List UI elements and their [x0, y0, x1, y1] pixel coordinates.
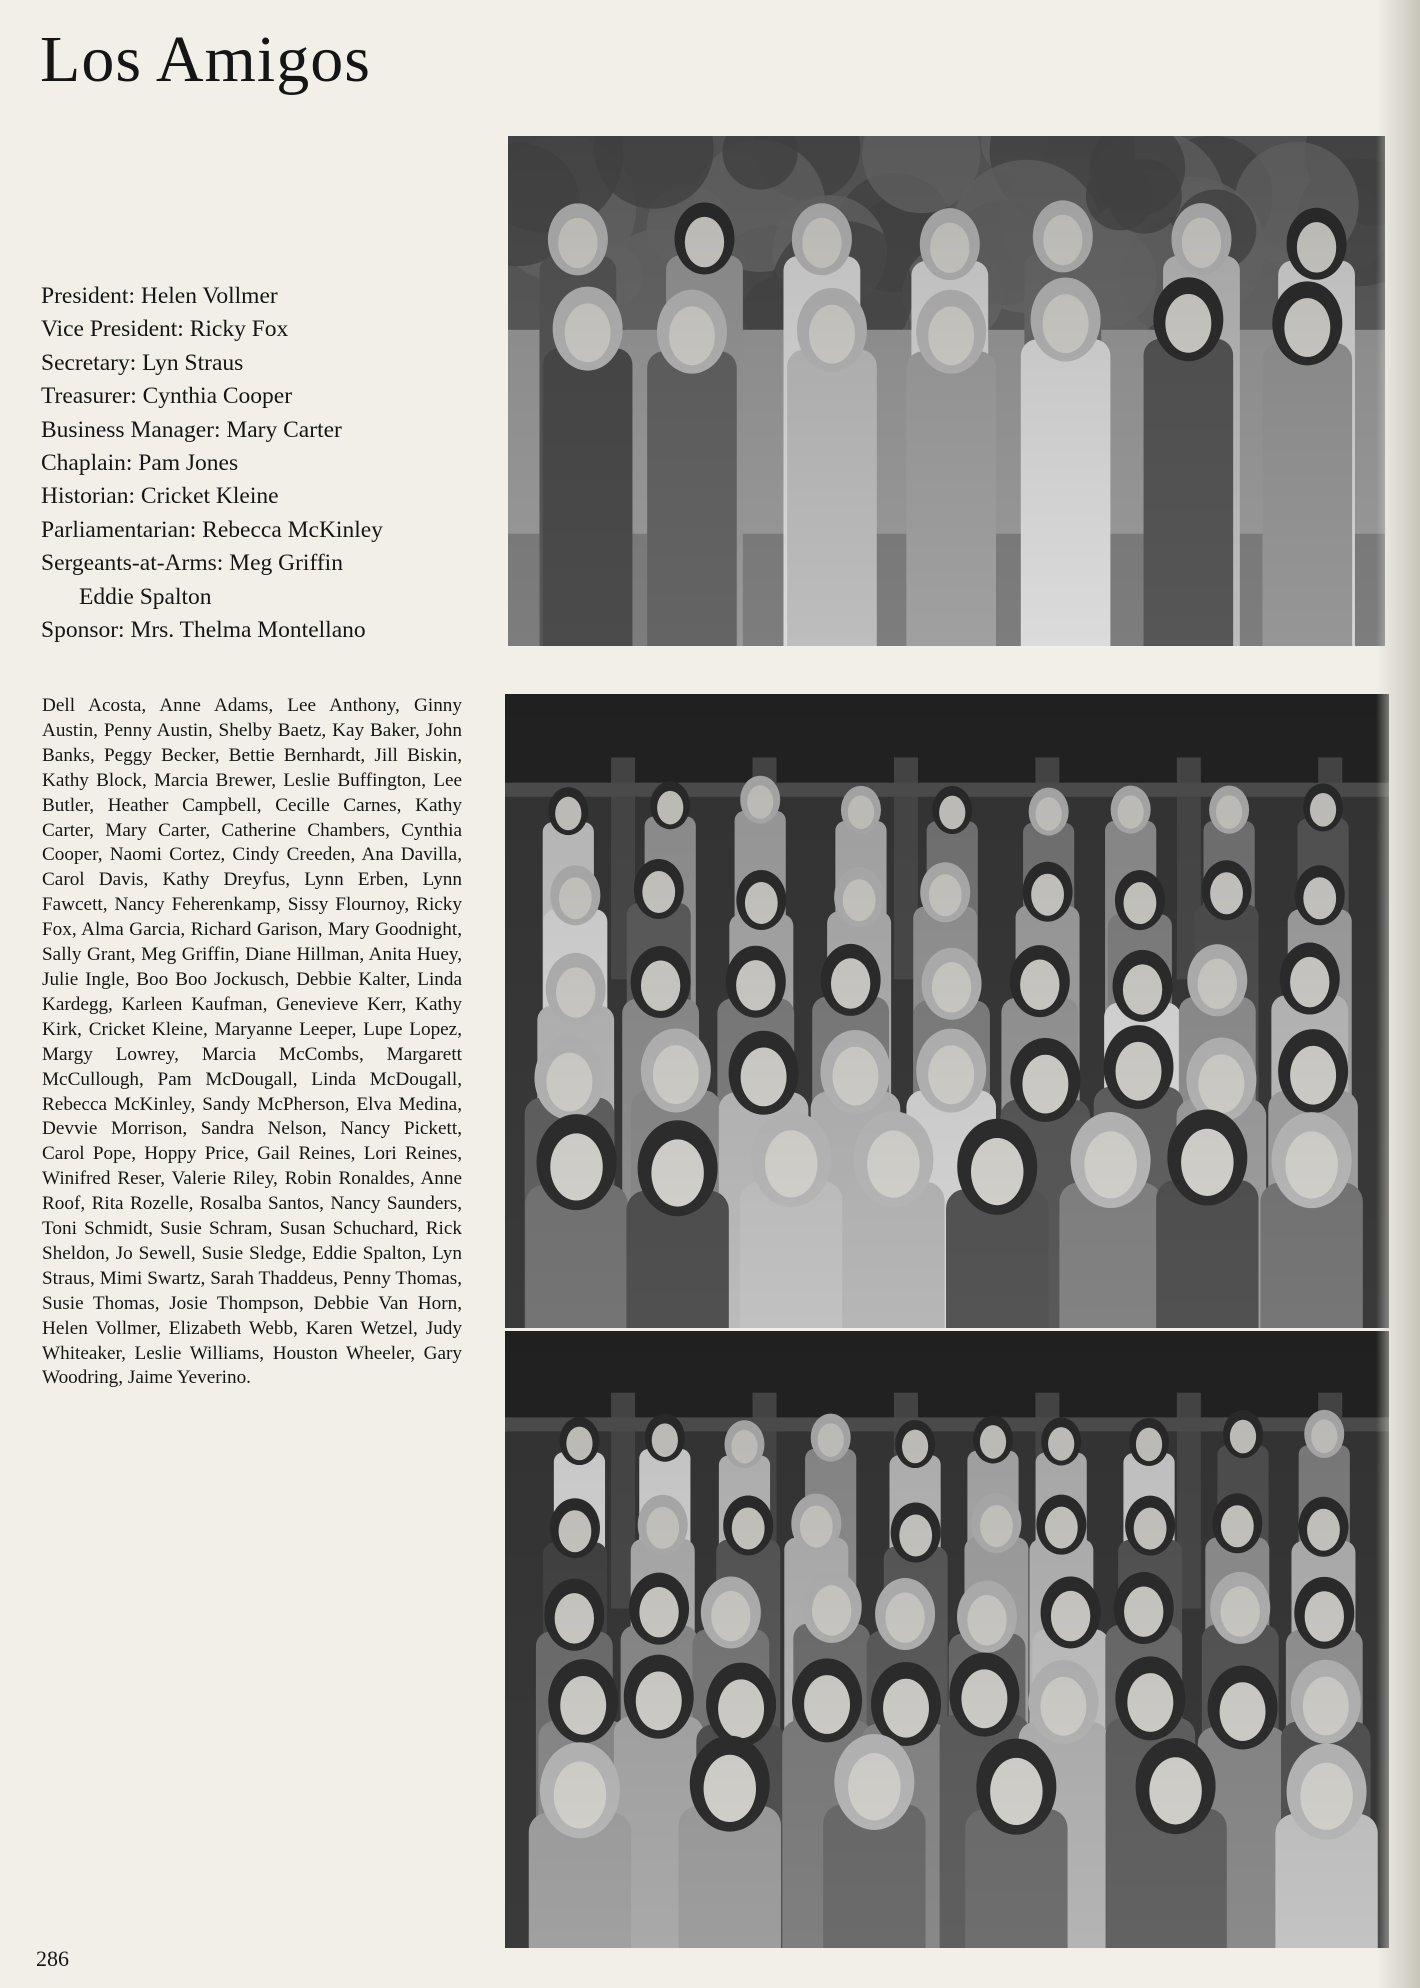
- photo-3-image: [505, 1331, 1389, 1948]
- officer-line: Business Manager: Mary Carter: [41, 416, 342, 443]
- page-number: 286: [36, 1946, 69, 1971]
- members-group-photo-2: [505, 1331, 1389, 1948]
- officer-line: Historian: Cricket Kleine: [41, 483, 279, 510]
- officer-line: Secretary: Lyn Straus: [41, 349, 244, 376]
- photo-1-image: [508, 136, 1385, 646]
- officer-line: Chaplain: Pam Jones: [41, 450, 239, 477]
- members-list: Dell Acosta, Anne Adams, Lee Anthony, Ginny Austin, Penny Austin, Shelby Baetz, Kay Baker, John Banks, Peggy Becker, Bettie Bernhardt, Jill Biskin, Kathy Block, Marcia Brewer, Leslie Buffington, Lee Butler, Heather Campbell, Cecille Carnes, Kathy Carter, Mary Carter, Catherine Chambers, Cynthia Cooper, Naomi Cortez, Cindy Creeden, Ana Davilla, Carol Davis, Kathy Dreyfus, Lynn Erben, Lynn Fawcett, Nancy Feherenkamp, Sissy Flournoy, Ricky Fox, Alma Garcia, Richard Garison, Mary Goodnight, Sally Grant, Meg Griffin, Diane Hillman, Anita Huey, Julie Ingle, Boo Boo Jockusch, Debbie Kalter, Linda Kardegg, Karleen Kaufman, Genevieve Kerr, Kathy Kirk, Cricket Kleine, Maryanne Leeper, Lupe Lopez, Margy Lowrey, Marcia McCombs, Margarett McCullough, Pam McDougall, Linda McDougall, Rebecca McKinley, Sandy McPherson, Elva Medina, Devvie Morrison, Sandra Nelson, Nancy Pickett, Carol Pope, Hoppy Price, Gail Reines, Lori Reines, Winifred Reser, Valerie Riley, Robin Ronaldes, Anne Roof, Rita Rozelle, Rosalba Santos, Nancy Saunders, Toni Schmidt, Susie Schram, Susan Schuchard, Rick Sheldon, Jo Sewell, Susie Sledge, Eddie Spalton, Lyn Straus, Mimi Swartz, Sarah Thaddeus, Penny Thomas, Susie Thomas, Josie Thompson, Debbie Van Horn, Helen Vollmer, Elizabeth Webb, Karen Wetzel, Judy Whiteaker, Leslie Williams, Houston Wheeler, Gary Woodring, Jaime Yeverino.: [42, 695, 462, 1389]
- officer-line: Sergeants-at-Arms: Meg Griffin: [41, 550, 343, 577]
- officer-line: Eddie Spalton: [79, 583, 212, 610]
- members-group-photo-1: [505, 694, 1389, 1328]
- officer-line: Parliamentarian: Rebecca McKinley: [41, 516, 383, 543]
- officer-line: Treasurer: Cynthia Cooper: [41, 383, 293, 410]
- page-title: Los Amigos: [40, 23, 371, 96]
- officers-list: [41, 280, 501, 647]
- page-gutter-shadow: [1376, 0, 1420, 1988]
- officer-line: President: Helen Vollmer: [41, 283, 278, 309]
- officer-line: Vice President: Ricky Fox: [41, 316, 289, 343]
- photo-2-image: [505, 694, 1389, 1328]
- officers-group-photo: [508, 136, 1385, 646]
- officer-line: Sponsor: Mrs. Thelma Montellano: [41, 617, 366, 644]
